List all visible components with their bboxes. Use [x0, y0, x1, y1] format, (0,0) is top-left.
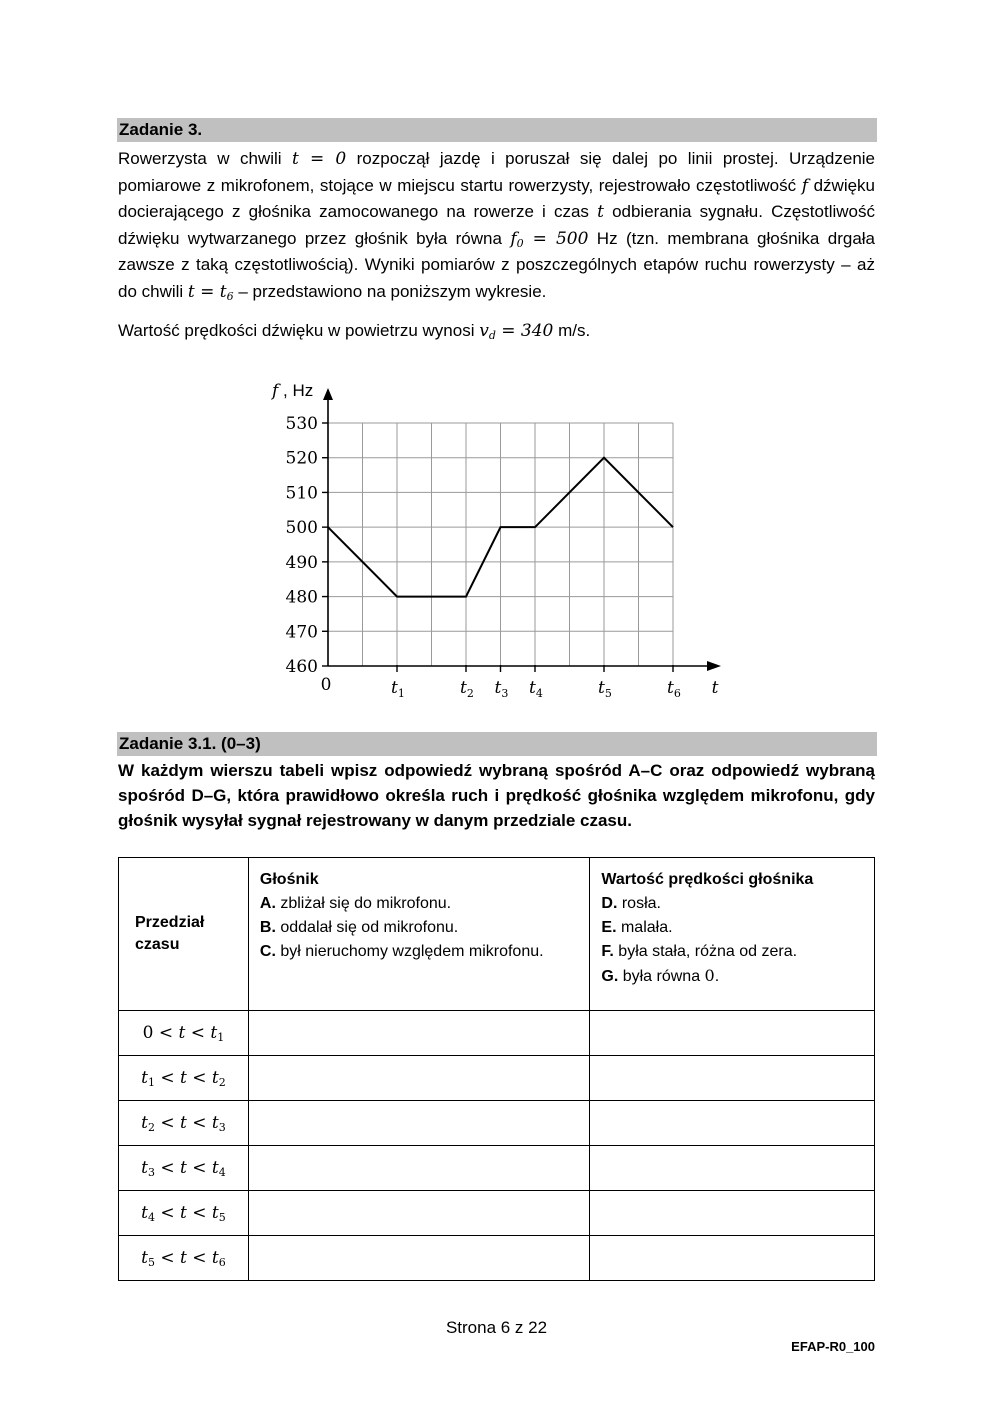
y-tick-label: 480 — [285, 587, 318, 608]
speaker-speed-title: Wartość prędkości głośnika — [601, 871, 814, 888]
speaker-motion-answer-cell[interactable] — [248, 1056, 589, 1101]
y-tick-label: 510 — [285, 483, 318, 504]
speaker-motion-header — [248, 858, 589, 1011]
interval-column-header: Przedział czasu — [119, 858, 249, 1011]
answer-table — [118, 857, 875, 1281]
speaker-motion-answer-cell[interactable] — [248, 1011, 589, 1056]
intro-run: t = 0 — [292, 149, 347, 169]
speaker-speed-option: D. rosła. — [601, 895, 661, 912]
y-tick-label: 530 — [285, 414, 318, 434]
speaker-speed-option: F. była stała, różna od zera. — [601, 943, 798, 960]
speed-run: m/s. — [553, 321, 591, 340]
intro-run: – przedstawiono na poniższym wykresie. — [233, 281, 547, 301]
table-row — [119, 1146, 875, 1191]
task3-intro — [118, 146, 875, 305]
x-tick-label: $t_6$ — [667, 678, 681, 700]
document-code: EFAP-R0_100 — [791, 1339, 875, 1354]
y-tick-label: 460 — [285, 657, 318, 677]
speed-run: = 340 — [495, 321, 554, 341]
x-tick-label: $t_5$ — [598, 678, 612, 700]
sound-speed-line — [118, 318, 875, 345]
speaker-speed-answer-cell[interactable] — [590, 1011, 875, 1056]
interval-cell: $0 < t < t_1$ — [119, 1011, 249, 1056]
speaker-motion-answer-cell[interactable] — [248, 1236, 589, 1281]
intro-run: $t = t_6$ — [187, 281, 234, 303]
speed-run: $v_d$ — [479, 321, 496, 342]
speed-run: Wartość prędkości dźwięku w powietrzu wynosi — [118, 321, 480, 340]
intro-run: f — [801, 175, 809, 196]
x-axis-arrow — [707, 661, 721, 671]
y-axis-arrow — [323, 388, 333, 400]
speaker-motion-option: C. był nieruchomy względem mikrofonu. — [259, 943, 544, 960]
intro-run: t — [597, 202, 604, 222]
page-number: Strona 6 z 22 — [445, 1318, 548, 1337]
speaker-motion-answer-cell[interactable] — [248, 1191, 589, 1236]
intro-run: dźwięku docierającego z głośnika zamocowanego na rowerze i czas — [118, 175, 876, 221]
intro-run: $f_0$ — [510, 228, 524, 250]
speaker-speed-option: G. była równa 0. — [601, 966, 720, 985]
intro-run: Rowerzysta w chwili — [118, 149, 293, 168]
speaker-motion-option: A. zbliżał się do mikrofonu. — [259, 895, 452, 912]
table-row — [119, 1056, 875, 1101]
speaker-speed-answer-cell[interactable] — [590, 1101, 875, 1146]
speaker-speed-answer-cell[interactable] — [590, 1056, 875, 1101]
task3-heading: Zadanie 3. — [117, 118, 877, 142]
x-origin-label: 0 — [320, 675, 332, 695]
interval-cell: $t_1 < t < t_2$ — [119, 1056, 249, 1101]
speaker-motion-option: B. oddalał się od mikrofonu. — [259, 919, 459, 936]
intro-run: = 500 — [523, 228, 589, 249]
speaker-speed-option: E. malała. — [601, 919, 673, 936]
x-tick-label: $t_1$ — [391, 678, 405, 700]
speaker-speed-answer-cell[interactable] — [590, 1236, 875, 1281]
x-tick-label: $t_3$ — [494, 678, 509, 700]
intro-run: Hz (tzn. membrana głośnika drgała zawsze z taką częstotliwością). Wyniki pomiarów z poszczególnych etapów ruchu rowerzysty – aż do chwili — [118, 228, 876, 301]
frequency-time-chart — [260, 370, 740, 710]
speaker-motion-answer-cell[interactable] — [248, 1101, 589, 1146]
speaker-speed-header — [590, 858, 875, 1011]
x-axis-label: t — [711, 678, 719, 698]
table-row — [119, 1191, 875, 1236]
speaker-motion-title: Głośnik — [259, 871, 319, 888]
interval-cell: $t_5 < t < t_6$ — [119, 1236, 249, 1281]
y-tick-label: 520 — [285, 448, 318, 469]
speaker-speed-answer-cell[interactable] — [590, 1191, 875, 1236]
y-tick-label: 500 — [285, 518, 318, 539]
speaker-speed-answer-cell[interactable] — [590, 1146, 875, 1191]
y-axis-label: f , Hz — [272, 381, 314, 401]
x-tick-label: $t_4$ — [529, 678, 543, 700]
x-tick-label: $t_2$ — [460, 678, 474, 700]
interval-cell: $t_2 < t < t_3$ — [119, 1101, 249, 1146]
task31-heading: Zadanie 3.1. (0–3) — [117, 732, 877, 756]
task31-instruction: W każdym wierszu tabeli wpisz odpowiedź wybraną spośród A–C oraz odpowiedź wybraną spośród D–G, która prawidłowo określa ruch i prędkość głośnika względem mikrofonu, gdy głośnik wysyłał sygnał rejestrowany w danym przedziale czasu. — [118, 761, 875, 830]
y-tick-label: 490 — [285, 552, 318, 573]
table-row — [119, 1236, 875, 1281]
intro-run: rozpoczął jazdę i poruszał się dalej po linii prostej. Urządzenie pomiarowe z mikrofonem, stojące w miejscu startu rowerzysty, rejestrowało częstotliwość — [118, 149, 876, 195]
interval-cell: $t_3 < t < t_4$ — [119, 1146, 249, 1191]
interval-cell: $t_4 < t < t_5$ — [119, 1191, 249, 1236]
y-tick-label: 470 — [285, 622, 318, 643]
table-row — [119, 1011, 875, 1056]
intro-run: odbierania sygnału. Częstotliwość dźwięku wytwarzanego przez głośnik była równa — [118, 202, 875, 248]
speaker-motion-answer-cell[interactable] — [248, 1146, 589, 1191]
table-row — [119, 1101, 875, 1146]
